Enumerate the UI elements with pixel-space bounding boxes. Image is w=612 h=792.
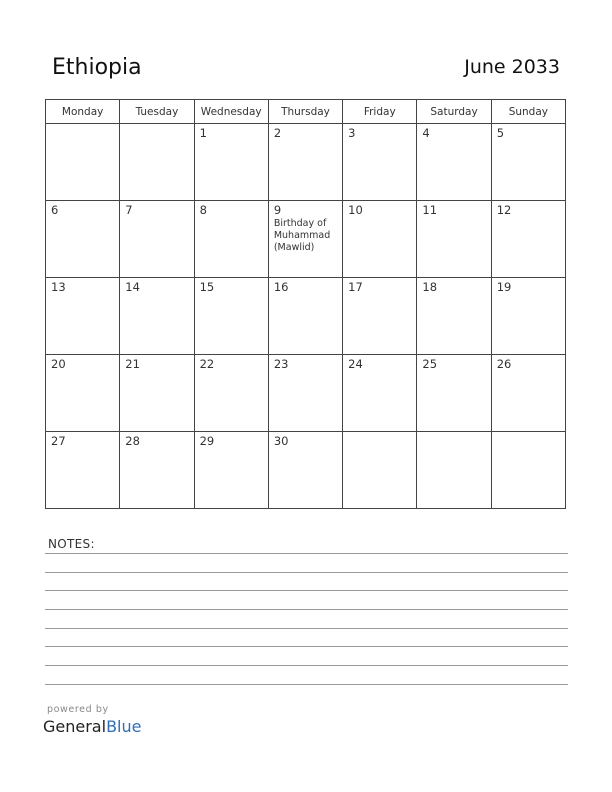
notes-line — [45, 646, 568, 647]
day-number: 29 — [199, 434, 215, 448]
day-number: 25 — [422, 357, 438, 371]
day-cell — [46, 201, 120, 278]
day-number: 8 — [199, 203, 207, 217]
day-number: 24 — [348, 357, 363, 371]
day-cell — [491, 124, 565, 201]
weekday-header: Thursday — [268, 100, 342, 124]
day-number: 4 — [422, 126, 430, 140]
day-number — [46, 124, 119, 126]
day-cell — [194, 355, 268, 432]
day-number — [492, 432, 565, 434]
day-cell — [417, 278, 491, 355]
day-cell — [491, 278, 565, 355]
day-cell — [343, 355, 417, 432]
day-number: 1 — [199, 126, 207, 140]
weekday-header: Tuesday — [120, 100, 194, 124]
day-cell — [268, 432, 342, 509]
weekday-header: Sunday — [491, 100, 565, 124]
day-number: 21 — [125, 357, 140, 371]
day-number: 17 — [348, 280, 363, 294]
day-cell — [268, 278, 342, 355]
day-number — [120, 124, 193, 126]
day-number: 27 — [51, 434, 66, 448]
weekday-header: Saturday — [417, 100, 491, 124]
day-number: 9 — [273, 203, 282, 217]
day-cell — [268, 124, 342, 201]
month-year-title: June 2033 — [464, 56, 560, 78]
week-row — [46, 432, 566, 509]
day-cell — [120, 355, 194, 432]
day-cell — [120, 432, 194, 509]
day-number: 2 — [273, 126, 282, 140]
day-number: 30 — [273, 434, 289, 448]
notes-line — [45, 572, 568, 573]
day-cell — [120, 278, 194, 355]
week-row — [46, 278, 566, 355]
day-number: 3 — [348, 126, 356, 140]
weekday-header-row — [46, 100, 566, 124]
day-cell — [120, 201, 194, 278]
day-number: 16 — [273, 280, 289, 294]
day-number: 13 — [51, 280, 66, 294]
day-cell — [343, 432, 417, 509]
day-cell — [194, 278, 268, 355]
day-cell — [491, 432, 565, 509]
day-cell — [194, 201, 268, 278]
notes-line — [45, 590, 568, 591]
brand-logo[interactable] — [43, 717, 141, 736]
country-title: Ethiopia — [52, 55, 142, 80]
day-number: 12 — [496, 203, 512, 217]
day-number — [417, 432, 490, 434]
day-number: 19 — [496, 280, 512, 294]
weekday-header: Friday — [343, 100, 417, 124]
day-number: 5 — [496, 126, 505, 140]
day-cell — [194, 432, 268, 509]
brand-blue-text: Blue — [106, 717, 142, 736]
weekday-header: Wednesday — [194, 100, 268, 124]
notes-line — [45, 553, 568, 554]
day-cell — [46, 278, 120, 355]
day-cell — [46, 432, 120, 509]
day-number: 7 — [125, 203, 133, 217]
calendar-grid — [45, 99, 566, 509]
notes-line — [45, 684, 568, 685]
day-cell — [343, 278, 417, 355]
week-row — [46, 355, 566, 432]
day-number: 18 — [422, 280, 438, 294]
day-cell — [417, 124, 491, 201]
day-cell — [491, 201, 565, 278]
day-cell — [268, 201, 342, 278]
day-cell — [268, 355, 342, 432]
day-cell — [417, 355, 491, 432]
day-cell — [417, 201, 491, 278]
notes-line — [45, 665, 568, 666]
day-cell — [343, 124, 417, 201]
day-number: 22 — [199, 357, 215, 371]
day-number: 10 — [348, 203, 363, 217]
day-cell — [46, 124, 120, 201]
day-number: 11 — [422, 203, 438, 217]
day-cell — [343, 201, 417, 278]
day-number: 15 — [199, 280, 215, 294]
day-cell — [491, 355, 565, 432]
week-row — [46, 124, 566, 201]
powered-by-text: powered by — [47, 704, 109, 715]
week-row — [46, 201, 566, 278]
day-number: 23 — [273, 357, 289, 371]
day-cell — [46, 355, 120, 432]
day-cell — [194, 124, 268, 201]
holiday-label: Birthday of Muhammad (Mawlid) — [273, 218, 331, 253]
day-number — [343, 432, 416, 434]
notes-line — [45, 609, 568, 610]
day-number: 20 — [51, 357, 66, 371]
day-number: 14 — [125, 280, 140, 294]
weekday-header: Monday — [46, 100, 120, 124]
brand-general-text: General — [43, 717, 107, 736]
notes-line — [45, 628, 568, 629]
day-number: 26 — [496, 357, 512, 371]
day-number: 6 — [51, 203, 59, 217]
notes-label: NOTES: — [48, 537, 95, 551]
day-number: 28 — [125, 434, 140, 448]
day-cell — [417, 432, 491, 509]
day-cell — [120, 124, 194, 201]
